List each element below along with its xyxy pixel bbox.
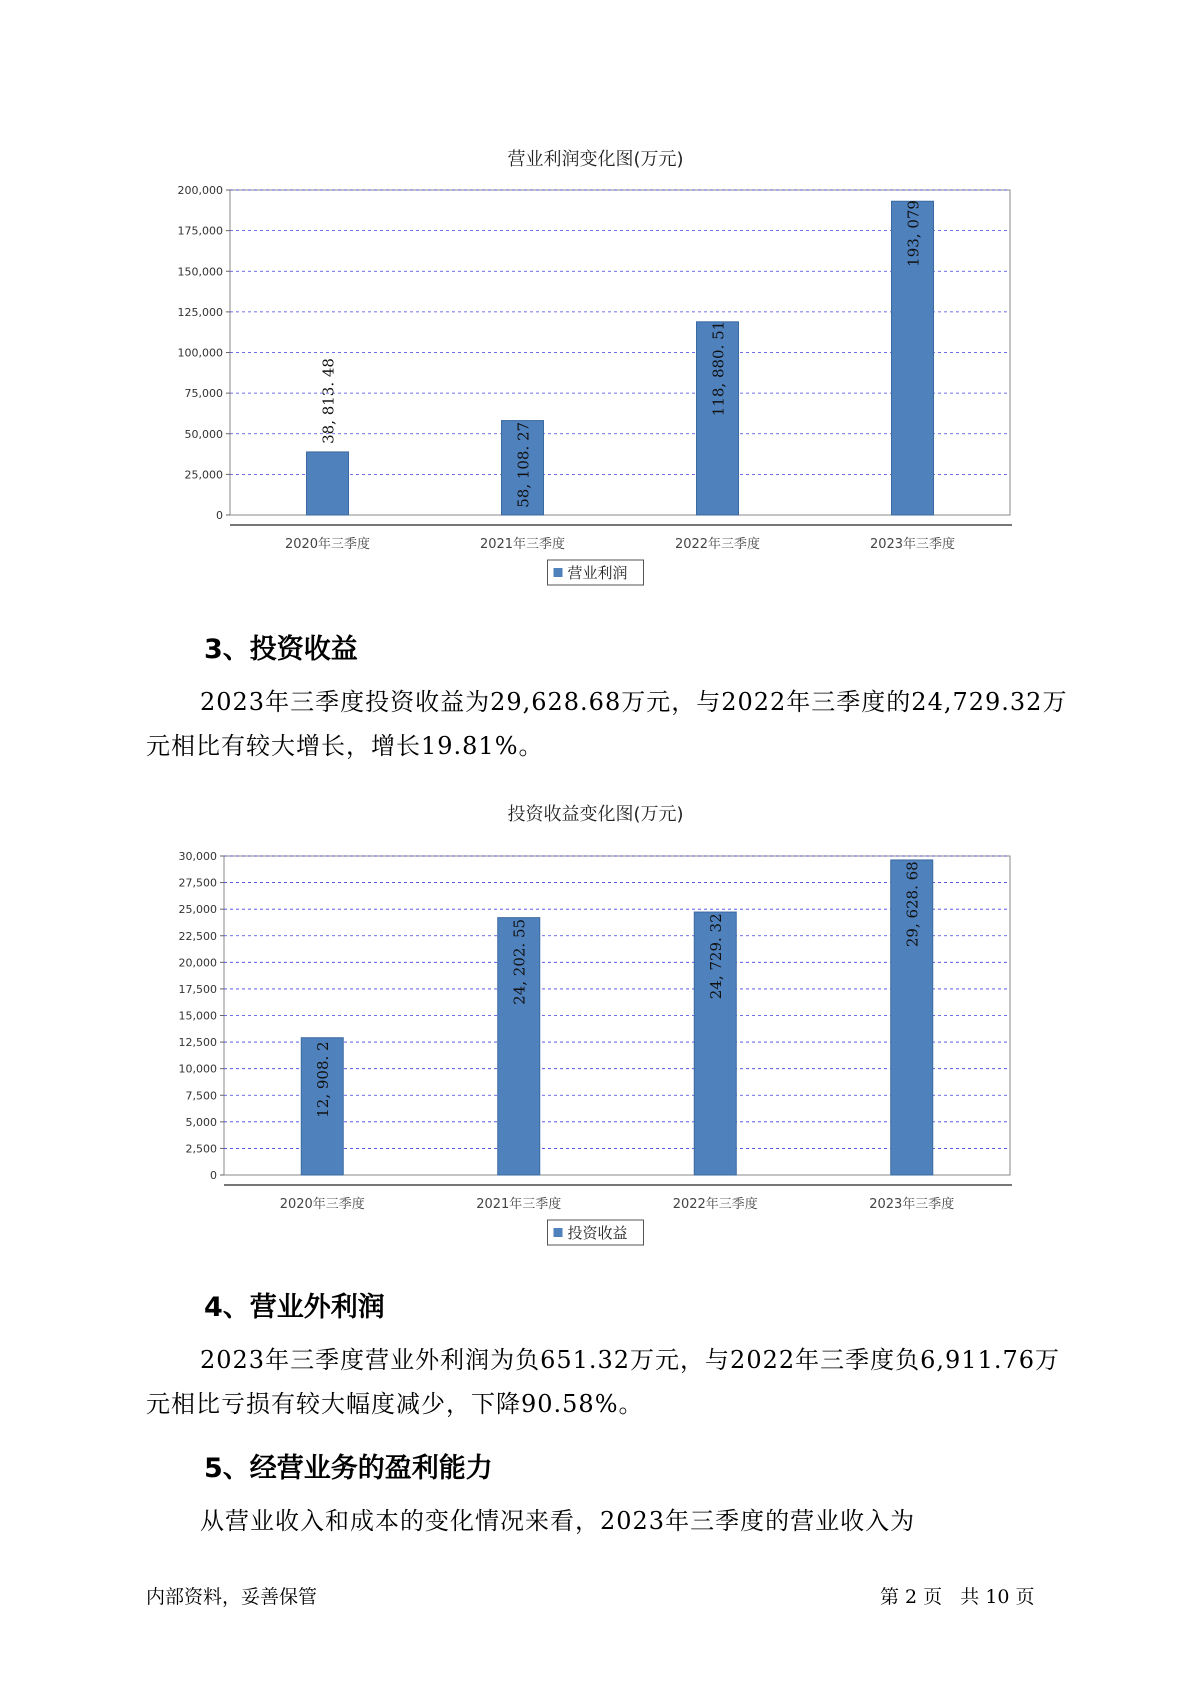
data-label: 29, 628. 68	[903, 861, 922, 948]
y-tick-label: 25,000	[178, 903, 217, 917]
data-label: 38, 813. 48	[319, 358, 338, 444]
x-tick-label: 2022年三季度	[674, 537, 761, 552]
x-tick-label: 2020年三季度	[279, 1197, 365, 1212]
y-tick-label: 0	[216, 509, 223, 522]
section-5-paragraph: 从营业收入和成本的变化情况来看，2023年三季度的营业收入为	[200, 1507, 916, 1535]
legend-label: 营业利润	[567, 564, 628, 582]
y-tick-label: 30,000	[178, 850, 217, 863]
data-label: 24, 729. 32	[707, 913, 726, 1000]
y-tick-label: 27,500	[178, 876, 217, 890]
data-label: 24, 202. 55	[510, 918, 529, 1005]
chart2-title: 投资收益变化图(万元)	[507, 804, 684, 825]
x-tick-label: 2023年三季度	[869, 537, 956, 552]
y-tick-label: 2,500	[185, 1142, 217, 1156]
y-tick-label: 25,000	[184, 468, 223, 482]
legend-label: 投资收益	[567, 1224, 628, 1242]
section-5-heading: 5、经营业务的盈利能力	[204, 1453, 493, 1484]
y-tick-label: 75,000	[184, 387, 223, 401]
y-tick-label: 5,000	[185, 1115, 217, 1129]
footer-confidential: 内部资料，妥善保管	[146, 1586, 318, 1608]
legend-swatch	[554, 1228, 563, 1237]
y-tick-label: 12,500	[178, 1036, 217, 1050]
section-4-paragraph: 2023年三季度营业外利润为负651.32万元，与2022年三季度负6,911.76万元相比亏损有较大幅度减少，下降90.58%。	[146, 1346, 1061, 1418]
y-tick-label: 200,000	[177, 184, 223, 197]
y-tick-label: 175,000	[177, 224, 223, 238]
data-label: 12, 908. 2	[314, 1041, 333, 1118]
y-tick-label: 10,000	[178, 1062, 217, 1076]
x-tick-label: 2021年三季度	[476, 1197, 562, 1212]
y-tick-label: 20,000	[178, 956, 217, 970]
y-tick-label: 125,000	[177, 305, 223, 319]
footer-page-number: 第 2 页 共 10 页	[880, 1586, 1035, 1608]
x-tick-label: 2020年三季度	[284, 537, 371, 552]
x-tick-label: 2023年三季度	[869, 1197, 955, 1212]
chart1-title: 营业利润变化图(万元)	[507, 149, 684, 170]
y-tick-label: 7,500	[185, 1089, 217, 1103]
y-tick-label: 22,500	[178, 929, 217, 943]
x-tick-label: 2021年三季度	[479, 537, 566, 552]
data-label: 58, 108. 27	[514, 421, 533, 508]
y-tick-label: 150,000	[177, 265, 223, 279]
y-tick-label: 0	[210, 1169, 217, 1182]
y-tick-label: 15,000	[178, 1009, 217, 1023]
section-3-paragraph: 2023年三季度投资收益为29,628.68万元，与2022年三季度的24,729.32万元相比有较大增长，增长19.81%。	[146, 688, 1068, 760]
y-tick-label: 100,000	[177, 346, 223, 360]
y-tick-label: 50,000	[184, 427, 223, 441]
x-tick-label: 2022年三季度	[672, 1197, 758, 1212]
section-3-heading: 3、投资收益	[204, 634, 358, 665]
data-label: 193, 079	[904, 200, 923, 267]
data-label: 118, 880. 51	[709, 320, 728, 417]
y-tick-label: 17,500	[178, 982, 217, 996]
section-4-heading: 4、营业外利润	[204, 1292, 385, 1323]
